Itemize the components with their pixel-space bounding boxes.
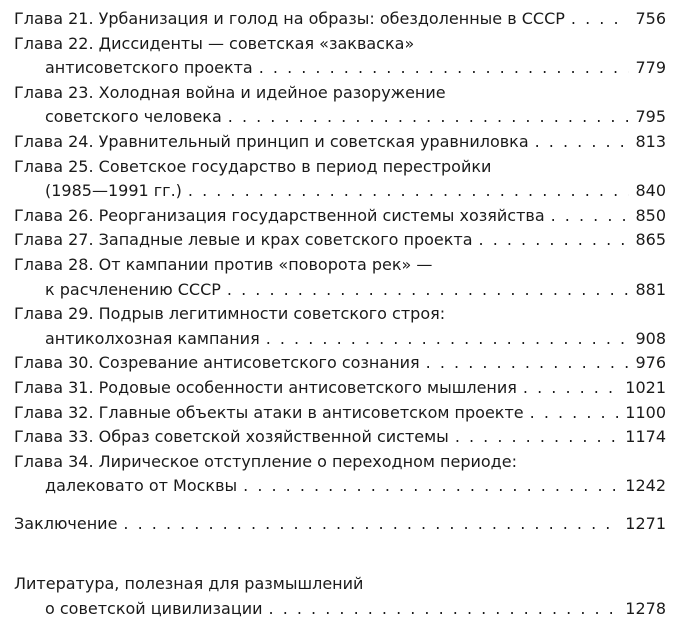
toc-entry-title: Глава 26. Реорганизация государственной системы хозяйства xyxy=(14,205,545,225)
dot-leader xyxy=(455,425,619,450)
toc-page-number: 813 xyxy=(635,131,666,151)
toc-entry-chapter-25 xyxy=(14,155,666,204)
toc-entry-title: Глава 22. Диссиденты — советская «закваска» xyxy=(14,33,415,53)
toc-entry-line xyxy=(14,7,666,32)
toc-entry-title: Глава 25. Советское государство в период перестройки xyxy=(14,156,492,176)
dot-leader xyxy=(266,327,630,352)
toc-entry-continuation-line xyxy=(14,327,666,352)
dot-leader xyxy=(269,597,620,622)
toc-entry-line xyxy=(14,130,666,155)
toc-entry-line xyxy=(14,376,666,401)
dot-leader xyxy=(188,179,630,204)
toc-page-number: 976 xyxy=(635,353,666,373)
toc-entry-chapter-32 xyxy=(14,401,666,426)
toc-entry-title: антисоветского проекта xyxy=(45,58,253,78)
toc-page-number: 779 xyxy=(635,58,666,78)
toc-entry-title: Глава 30. Созревание антисоветского сознания xyxy=(14,353,420,373)
toc-page-number: 756 xyxy=(635,9,666,28)
toc-entry-conclusion xyxy=(14,512,666,537)
dot-leader xyxy=(123,512,619,537)
toc-entry-title: Заключение xyxy=(14,513,118,533)
toc-entry-line xyxy=(14,228,666,253)
toc-entry-continuation-line xyxy=(14,56,666,81)
toc-entry-chapter-34 xyxy=(14,450,666,499)
toc-entry-continuation-line xyxy=(14,597,666,622)
toc-entry-title: Литература, полезная для размышлений xyxy=(14,574,364,594)
toc-page-number: 1174 xyxy=(625,427,666,447)
toc-entry-chapter-29 xyxy=(14,302,666,351)
toc-entry-line xyxy=(14,572,666,597)
toc-entry-chapter-23 xyxy=(14,81,666,130)
toc-entry-title: Глава 31. Родовые особенности антисоветского мышления xyxy=(14,377,517,397)
toc-entry-line xyxy=(14,512,666,537)
toc-entry-title: к расчленению СССР xyxy=(45,279,221,299)
dot-leader xyxy=(479,228,630,253)
toc-entry-title: Глава 21. Урбанизация и голод на образы: обездоленные в СССР xyxy=(14,9,565,28)
toc-page-number: 850 xyxy=(635,205,666,225)
conclusion-entry xyxy=(14,512,666,537)
toc-entry-title: Глава 32. Главные объекты атаки в антисоветском проекте xyxy=(14,402,524,422)
toc-entry-title: Глава 27. Западные левые и крах советского проекта xyxy=(14,230,473,250)
literature-entry xyxy=(14,572,666,621)
dot-leader xyxy=(228,105,630,130)
section-spacer xyxy=(14,499,666,512)
toc-page-number: 1271 xyxy=(625,513,666,533)
dot-leader xyxy=(535,130,630,155)
table-of-contents xyxy=(14,7,666,622)
toc-entry-line xyxy=(14,32,666,57)
toc-entry-chapter-28 xyxy=(14,253,666,302)
toc-entry-literature xyxy=(14,572,666,621)
toc-entry-chapter-24 xyxy=(14,130,666,155)
toc-entry-line xyxy=(14,425,666,450)
toc-entry-title: Глава 29. Подрыв легитимности советского строя: xyxy=(14,304,446,324)
toc-entry-continuation-line xyxy=(14,278,666,303)
dot-leader xyxy=(227,278,630,303)
toc-entry-chapter-33 xyxy=(14,425,666,450)
toc-entry-continuation-line xyxy=(14,179,666,204)
dot-leader xyxy=(530,401,620,426)
toc-entry-line xyxy=(14,401,666,426)
toc-entry-continuation-line xyxy=(14,105,666,130)
toc-page-number: 1278 xyxy=(625,599,666,619)
dot-leader xyxy=(551,204,630,229)
chapter-list xyxy=(14,7,666,499)
toc-page-number: 840 xyxy=(635,181,666,201)
section-spacer xyxy=(14,536,666,572)
toc-entry-line xyxy=(14,204,666,229)
toc-entry-line xyxy=(14,81,666,106)
toc-page-number: 1021 xyxy=(625,377,666,397)
dot-leader xyxy=(243,474,619,499)
toc-page-number: 1242 xyxy=(625,476,666,496)
toc-entry-chapter-30 xyxy=(14,351,666,376)
dot-leader xyxy=(523,376,619,401)
toc-entry-line xyxy=(14,450,666,475)
dot-leader xyxy=(259,56,630,81)
dot-leader xyxy=(571,7,630,32)
toc-entry-title: (1985—1991 гг.) xyxy=(45,181,182,201)
toc-entry-continuation-line xyxy=(14,474,666,499)
toc-page-number: 881 xyxy=(635,279,666,299)
toc-entry-chapter-26 xyxy=(14,204,666,229)
toc-entry-line xyxy=(14,351,666,376)
toc-entry-chapter-27 xyxy=(14,228,666,253)
toc-entry-title: далековато от Москвы xyxy=(45,476,238,496)
toc-entry-line xyxy=(14,302,666,327)
toc-page-number: 908 xyxy=(635,328,666,348)
toc-page-number: 1100 xyxy=(625,402,666,422)
toc-entry-title: о советской цивилизации xyxy=(45,599,263,619)
toc-entry-line xyxy=(14,155,666,180)
toc-entry-title: Глава 33. Образ советской хозяйственной системы xyxy=(14,427,449,447)
toc-entry-title: Глава 28. От кампании против «поворота рек» — xyxy=(14,254,433,274)
toc-entry-title: Глава 23. Холодная война и идейное разоружение xyxy=(14,82,446,102)
toc-entry-chapter-21 xyxy=(14,7,666,32)
dot-leader xyxy=(426,351,630,376)
toc-entry-title: Глава 34. Лирическое отступление о переходном периоде: xyxy=(14,451,517,471)
toc-page-number: 865 xyxy=(635,230,666,250)
toc-entry-chapter-22 xyxy=(14,32,666,81)
toc-entry-title: Глава 24. Уравнительный принцип и советская уравниловка xyxy=(14,131,529,151)
toc-page-number: 795 xyxy=(635,107,666,127)
toc-entry-title: антиколхозная кампания xyxy=(45,328,260,348)
toc-entry-line xyxy=(14,253,666,278)
toc-entry-title: советского человека xyxy=(45,107,222,127)
toc-entry-chapter-31 xyxy=(14,376,666,401)
